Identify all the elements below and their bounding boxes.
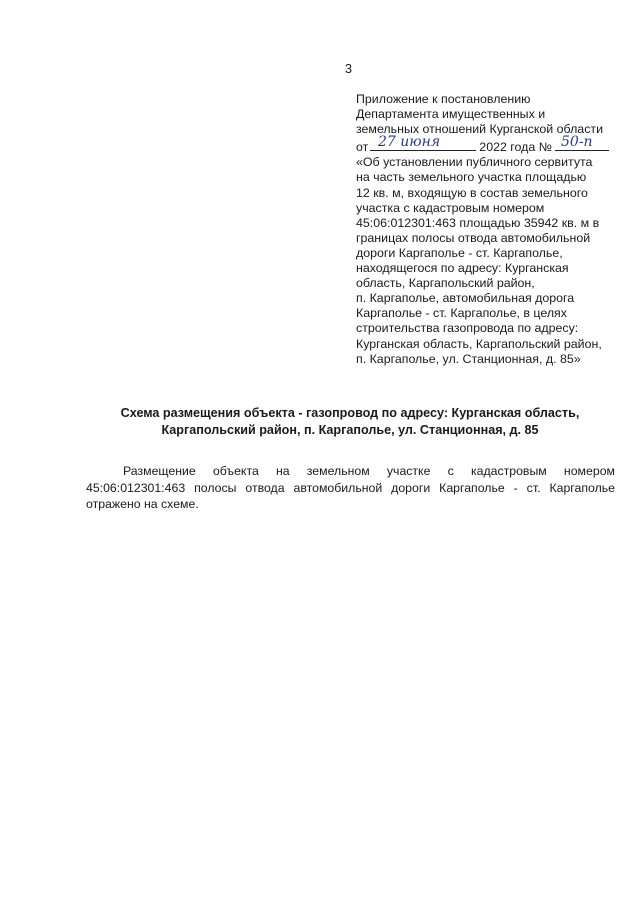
- appendix-subject-line: п. Каргаполье, автомобильная дорога: [356, 291, 575, 306]
- appendix-subject-line: Каргаполье - ст. Каргаполье, в целях: [356, 306, 567, 321]
- appendix-subject-line: 12 кв. м, входящую в состав земельного: [356, 185, 588, 200]
- appendix-subject-line: строительства газопровода по адресу:: [356, 321, 579, 336]
- handwritten-date-field: [370, 134, 476, 151]
- appendix-subject-line: 45:06:012301:463 площадью 35942 кв. м в: [356, 215, 600, 230]
- schema-title-line: Схема размещения объекта - газопровод по адресу: Курганская область,: [120, 406, 580, 420]
- handwritten-number-signature: [555, 132, 609, 150]
- appendix-subject-line: область, Каргапольский район,: [356, 276, 535, 291]
- appendix-line: Приложение к постановлению: [356, 92, 531, 106]
- appendix-subject-line: дороги Каргаполье - ст. Каргаполье,: [356, 245, 563, 260]
- appendix-line: земельных отношений Курганской области: [356, 122, 603, 137]
- handwritten-date-text: 27 июня: [378, 134, 441, 151]
- handwritten-number-text: 50-п: [561, 134, 593, 151]
- date-prefix: от: [356, 140, 369, 155]
- year-text: 2022 года №: [479, 140, 553, 155]
- appendix-line: Департамента имущественных и: [356, 107, 546, 122]
- body-line: отражено на схеме.: [86, 497, 199, 512]
- body-line: 45:06:012301:463 полосы отвода автомобильной дороги Каргаполье - ст. Каргаполье: [86, 480, 615, 495]
- body-line: Размещение объекта на земельном участке с кадастровым номером: [123, 464, 615, 478]
- appendix-subject-line: границах полосы отвода автомобильной: [356, 230, 591, 245]
- appendix-subject-line: Курганская область, Каргапольский район,: [356, 336, 602, 351]
- schema-title-line: Каргапольский район, п. Каргаполье, ул. Станционная, д. 85: [161, 422, 539, 437]
- appendix-subject-line: участка с кадастровым номером: [356, 200, 545, 215]
- appendix-subject-line: на часть земельного участка площадью: [356, 170, 587, 185]
- appendix-block: [356, 92, 618, 367]
- body-paragraph: [86, 463, 615, 513]
- handwritten-date-signature: [370, 132, 476, 150]
- appendix-date-line: [356, 134, 618, 155]
- appendix-subject-line: находящегося по адресу: Курганская: [356, 261, 569, 276]
- appendix-subject-line: п. Каргаполье, ул. Станционная, д. 85»: [356, 351, 581, 366]
- schema-title: [80, 405, 620, 438]
- handwritten-number-field: [555, 134, 609, 151]
- appendix-subject-line: «Об установлении публичного сервитута: [356, 155, 593, 170]
- page-number: 3: [344, 61, 353, 76]
